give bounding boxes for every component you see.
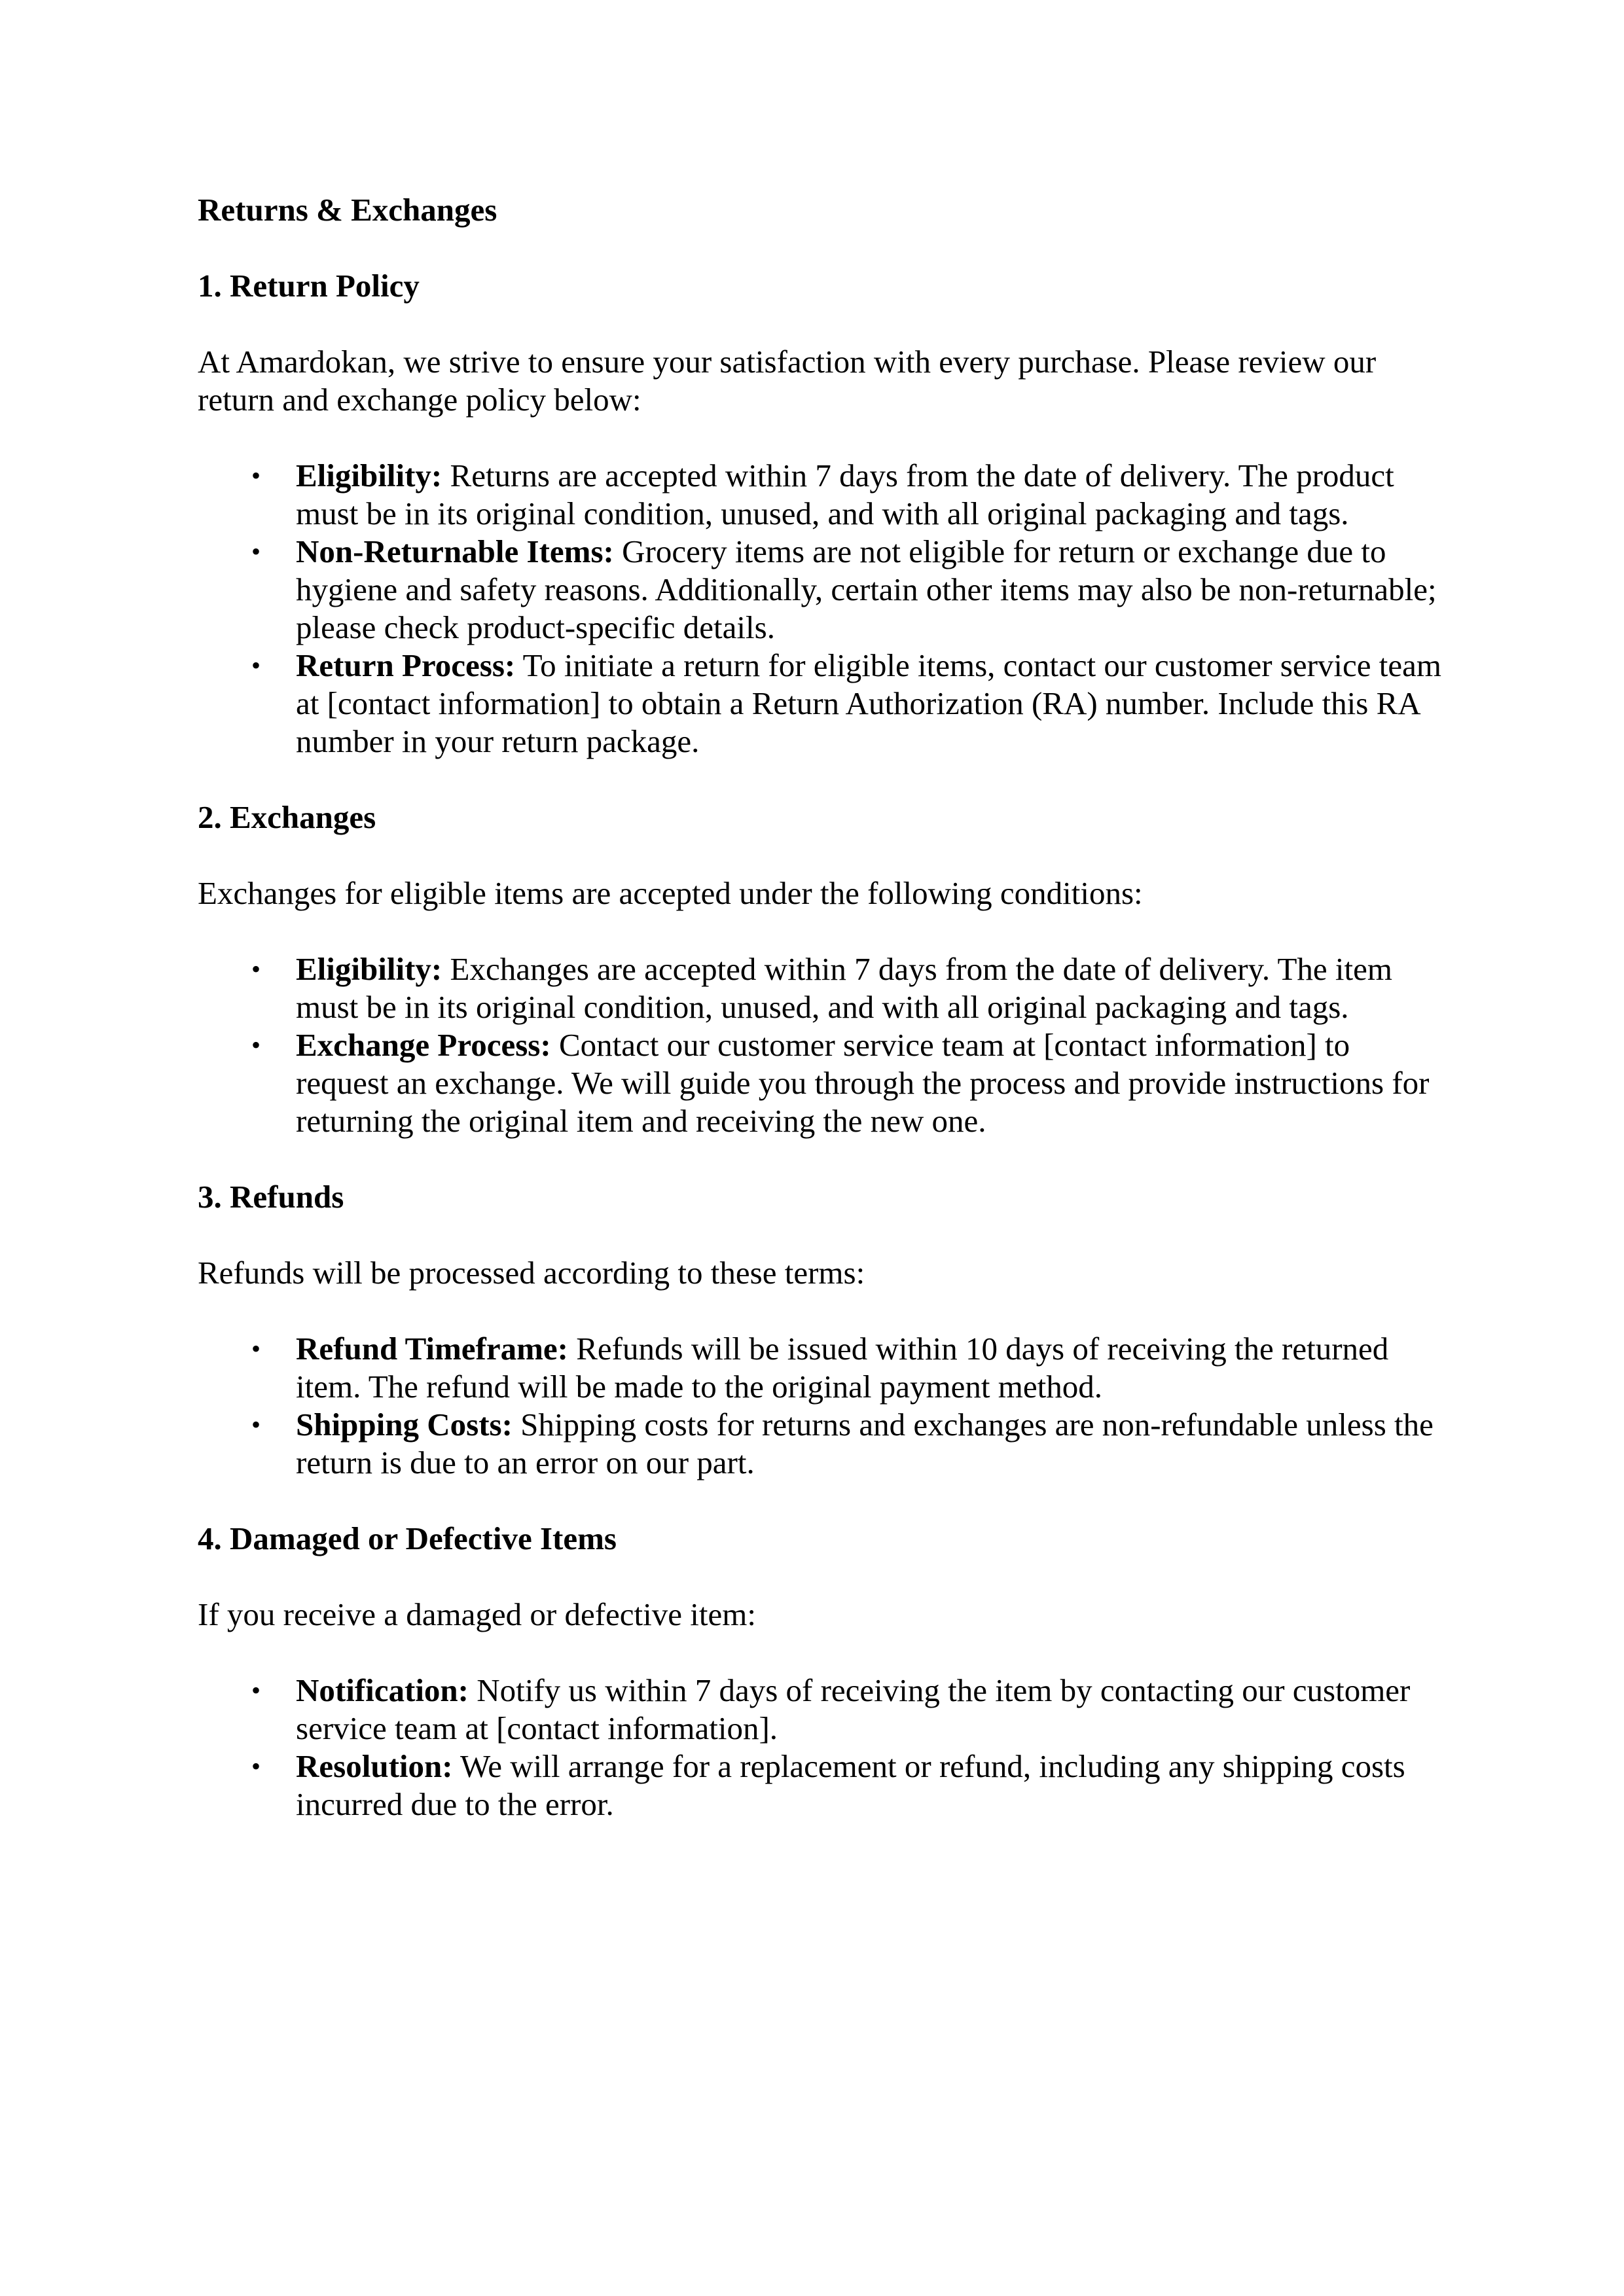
bullet-icon: • (251, 1676, 261, 1705)
bullet-icon: • (251, 1030, 261, 1060)
item-text: We will arrange for a replacement or refund, including any shipping costs incurred due to the error. (296, 1748, 1405, 1822)
section-intro: At Amardokan, we strive to ensure your satisfaction with every purchase. Please review our return and exchange policy below: (198, 344, 1377, 418)
list-item (198, 647, 1441, 761)
item-term: Eligibility: (296, 951, 442, 987)
section-heading: 4. Damaged or Defective Items (198, 1520, 617, 1556)
section-heading: 3. Refunds (198, 1179, 344, 1215)
list-item (198, 1406, 1441, 1482)
section-exchanges (198, 798, 1441, 1140)
item-term: Eligibility: (296, 457, 442, 493)
section-return-policy (198, 267, 1441, 761)
section-heading: 2. Exchanges (198, 799, 376, 835)
bullet-icon: • (251, 1410, 261, 1439)
list-item (198, 1330, 1441, 1406)
bullet-list (198, 950, 1441, 1140)
item-term: Refund Timeframe: (296, 1331, 568, 1367)
item-term: Shipping Costs: (296, 1407, 513, 1443)
list-item (198, 533, 1441, 647)
item-term: Notification: (296, 1672, 469, 1708)
item-text: To initiate a return for eligible items, contact our customer service team at [contact information] to obtain a Return Authorization (RA) number. Include this RA number in your return package. (296, 647, 1442, 759)
list-item (198, 950, 1441, 1026)
item-term: Exchange Process: (296, 1027, 551, 1063)
bullet-icon: • (251, 954, 261, 984)
item-text: Contact our customer service team at [contact information] to request an exchange. We will guide you through the process and provide instructions for returning the original item and receiving the new one. (296, 1027, 1430, 1139)
bullet-icon: • (251, 1751, 261, 1781)
section-intro: If you receive a damaged or defective item: (198, 1596, 756, 1632)
section-refunds (198, 1178, 1441, 1482)
bullet-list (198, 1672, 1441, 1823)
item-text: Grocery items are not eligible for return or exchange due to hygiene and safety reasons. Additionally, certain other items may also be non-returnable; please check product-specific details. (296, 533, 1437, 645)
bullet-icon: • (251, 537, 261, 566)
item-text: Refunds will be issued within 10 days of receiving the returned item. The refund will be made to the original payment method. (296, 1331, 1389, 1405)
section-intro: Exchanges for eligible items are accepted under the following conditions: (198, 875, 1143, 911)
section-heading: 1. Return Policy (198, 268, 420, 304)
item-text: Returns are accepted within 7 days from the date of delivery. The product must be in its original condition, unused, and with all original packaging and tags. (296, 457, 1394, 531)
item-term: Return Process: (296, 647, 516, 683)
list-item (198, 1672, 1441, 1748)
item-term: Non-Returnable Items: (296, 533, 614, 569)
list-item (198, 457, 1441, 533)
bullet-list (198, 1330, 1441, 1482)
page-title: Returns & Exchanges (198, 192, 497, 228)
item-text: Notify us within 7 days of receiving the item by contacting our customer service team at [contact information]. (296, 1672, 1411, 1746)
item-text: Shipping costs for returns and exchanges are non-refundable unless the return is due to an error on our part. (296, 1407, 1434, 1480)
bullet-icon: • (251, 651, 261, 680)
item-term: Resolution: (296, 1748, 453, 1784)
bullet-icon: • (251, 1334, 261, 1363)
document-body (198, 191, 1441, 1861)
section-damaged-items (198, 1520, 1441, 1823)
section-intro: Refunds will be processed according to these terms: (198, 1255, 865, 1291)
list-item (198, 1748, 1441, 1823)
list-item (198, 1026, 1441, 1140)
bullet-icon: • (251, 461, 261, 490)
bullet-list (198, 457, 1441, 761)
item-text: Exchanges are accepted within 7 days from the date of delivery. The item must be in its original condition, unused, and with all original packaging and tags. (296, 951, 1393, 1025)
